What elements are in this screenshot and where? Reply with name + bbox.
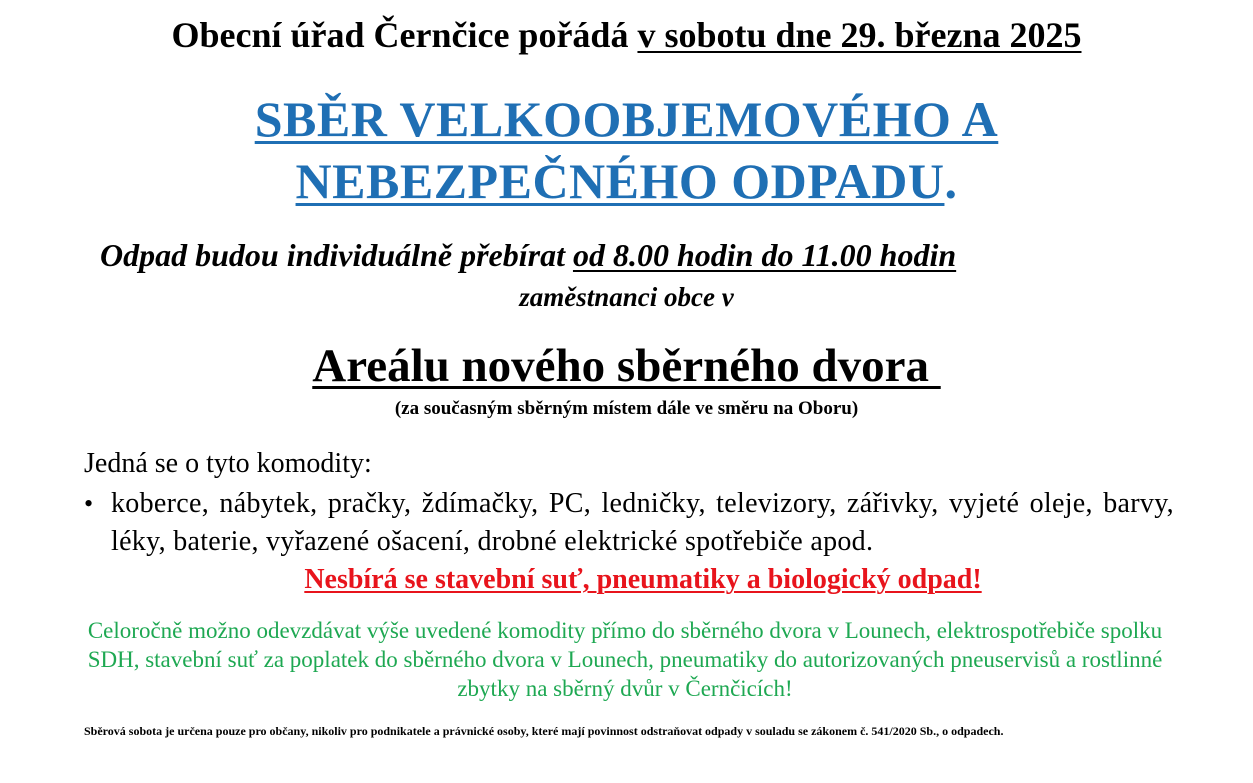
commodities-intro: Jedná se o tyto komodity:	[84, 448, 372, 479]
event-date: v sobotu dne 29. března 2025	[637, 15, 1082, 55]
bullet-icon: •	[84, 489, 94, 518]
staff-line: zaměstnanci obce v	[519, 282, 734, 312]
location-title	[0, 338, 1253, 394]
year-round-info: Celoročně možno odevzdávat výše uvedené komodity přímo do sběrného dvora v Lounech, elektrospotřebiče spolku SDH, stavební suť za poplatek do sběrného dvora v Lounech, pneumatiky do autorizovaných pneuservisů a rostlinné zbytky na sběrný dvůr v Černčicích!	[87, 618, 1163, 701]
not-collected-warning	[0, 562, 1253, 598]
warning-text: Nesbírá se stavební suť, pneumatiky a biologický odpad!	[304, 564, 982, 595]
hours-line	[100, 236, 1210, 274]
hours-prefix: Odpad budou individuálně přebírat	[100, 237, 573, 273]
organizer-line	[0, 14, 1253, 56]
main-headline	[0, 88, 1253, 212]
organizer-text: Obecní úřad Černčice pořádá	[171, 15, 638, 55]
headline-line-1: SBĚR VELKOOBJEMOVÉHO A	[254, 91, 999, 147]
hours-time: od 8.00 hodin do 11.00 hodin	[572, 237, 957, 273]
commodities-list-item	[84, 485, 1174, 561]
headline-line-2: NEBEZPEČNÉHO ODPADU	[295, 153, 945, 209]
legal-footnote: Sběrová sobota je určena pouze pro občany, nikoliv pro podnikatele a právnické osoby, které mají povinnost odstraňovat odpady v souladu se zákonem č. 541/2020 Sb., o odpadech.	[84, 724, 1004, 738]
commodities-list-text: koberce, nábytek, pračky, ždímačky, PC, ledničky, televizory, zářivky, vyjeté oleje, barvy, léky, baterie, vyřazené ošacení, drobné elektrické spotřebiče apod.	[111, 488, 1174, 557]
headline-period: .	[944, 153, 958, 209]
location-title-text: Areálu nového sběrného dvora	[312, 340, 941, 392]
location-note: (za současným sběrným místem dále ve směru na Oboru)	[394, 398, 859, 419]
